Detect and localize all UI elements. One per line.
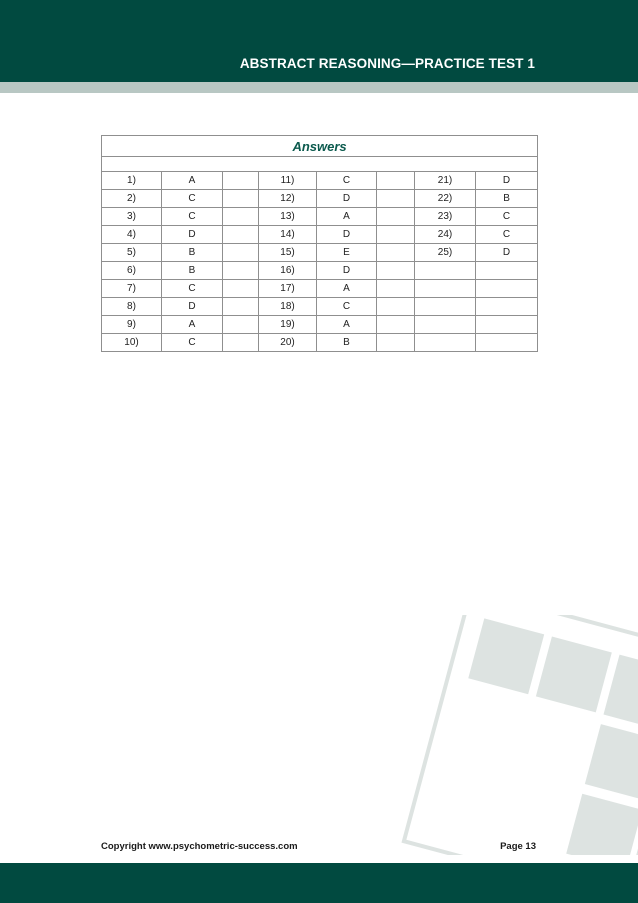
question-number: 20) [259,334,317,352]
answer-letter: C [162,208,223,226]
empty-cell [223,316,259,334]
answer-letter: D [476,244,538,262]
empty-cell [223,298,259,316]
answers-table [101,135,538,352]
table-row [102,172,538,190]
empty-cell [377,208,415,226]
answer-letter: B [162,262,223,280]
answer-letter [476,334,538,352]
answer-letter: D [162,226,223,244]
answer-letter [476,316,538,334]
answer-letter: A [317,280,377,298]
question-number: 19) [259,316,317,334]
table-row [102,244,538,262]
question-number: 18) [259,298,317,316]
page-number: Page 13 [500,841,536,852]
question-number: 15) [259,244,317,262]
empty-cell [223,262,259,280]
answer-letter: A [317,208,377,226]
header-bar [0,0,638,82]
answer-letter: A [162,172,223,190]
question-number: 12) [259,190,317,208]
question-number [415,334,476,352]
question-number: 2) [102,190,162,208]
empty-cell [223,280,259,298]
answer-letter: B [317,334,377,352]
question-number: 11) [259,172,317,190]
document-title: ABSTRACT REASONING—PRACTICE TEST 1 [239,56,535,71]
table-row [102,190,538,208]
question-number: 25) [415,244,476,262]
answer-letter: B [162,244,223,262]
empty-cell [377,280,415,298]
answer-letter: A [162,316,223,334]
answer-letter: C [162,190,223,208]
answers-title: Answers [102,136,538,157]
answer-letter: C [162,280,223,298]
empty-cell [377,190,415,208]
empty-cell [223,190,259,208]
answer-rows [102,172,538,352]
table-row [102,298,538,316]
table-row [102,334,538,352]
empty-cell [377,316,415,334]
empty-cell [377,226,415,244]
empty-cell [377,334,415,352]
question-number: 23) [415,208,476,226]
answer-letter [476,298,538,316]
answer-letter: D [317,226,377,244]
question-number: 6) [102,262,162,280]
empty-cell [223,172,259,190]
question-number: 4) [102,226,162,244]
question-number: 5) [102,244,162,262]
question-number: 10) [102,334,162,352]
question-number: 13) [259,208,317,226]
question-number: 24) [415,226,476,244]
table-row [102,226,538,244]
spacer-row [102,157,538,172]
empty-cell [223,226,259,244]
question-number [415,298,476,316]
answer-letter: D [476,172,538,190]
answer-letter: C [317,298,377,316]
empty-cell [377,298,415,316]
answer-letter [476,262,538,280]
answer-letter: C [162,334,223,352]
answer-letter: D [317,190,377,208]
empty-cell [223,334,259,352]
footer-bar [0,863,638,903]
answer-letter: C [476,208,538,226]
question-number [415,280,476,298]
empty-cell [377,172,415,190]
table-row [102,316,538,334]
answer-letter: E [317,244,377,262]
answer-letter: A [317,316,377,334]
question-number: 9) [102,316,162,334]
table-row [102,208,538,226]
table-row [102,262,538,280]
decorative-tile-graphic [380,615,638,855]
question-number: 22) [415,190,476,208]
question-number: 16) [259,262,317,280]
empty-cell [223,208,259,226]
answer-letter [476,280,538,298]
answer-letter: D [162,298,223,316]
question-number: 8) [102,298,162,316]
question-number: 3) [102,208,162,226]
answer-letter: C [317,172,377,190]
question-number: 17) [259,280,317,298]
header-band [0,82,638,93]
answer-letter: B [476,190,538,208]
question-number: 21) [415,172,476,190]
question-number: 14) [259,226,317,244]
table-row [102,280,538,298]
question-number [415,262,476,280]
empty-cell [377,262,415,280]
question-number: 1) [102,172,162,190]
question-number: 7) [102,280,162,298]
empty-cell [223,244,259,262]
answer-letter: D [317,262,377,280]
answer-letter: C [476,226,538,244]
question-number [415,316,476,334]
empty-cell [377,244,415,262]
copyright-text: Copyright www.psychometric-success.com [101,841,298,852]
